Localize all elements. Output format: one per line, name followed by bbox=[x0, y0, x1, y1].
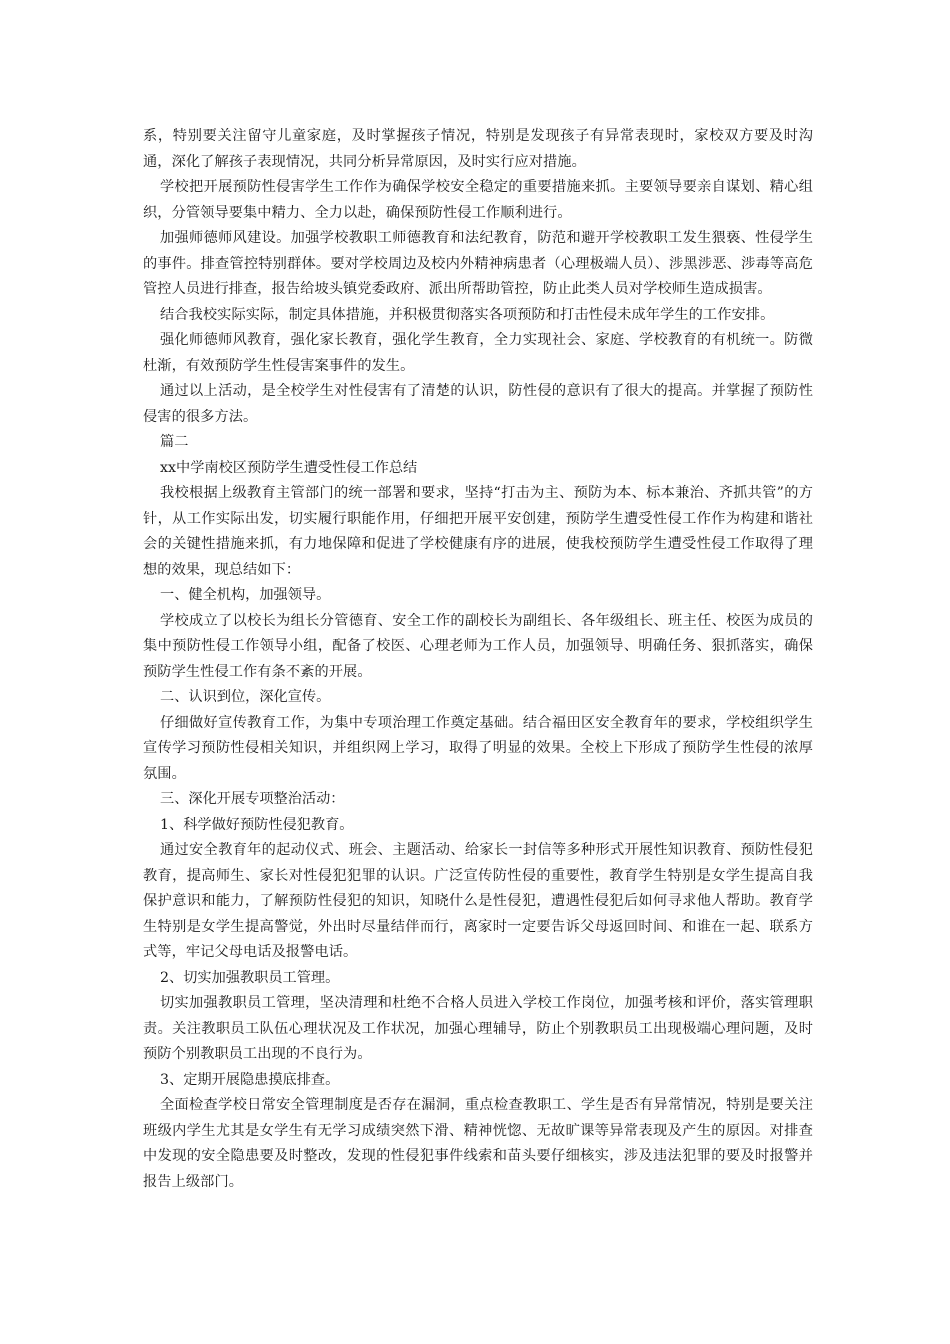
paragraph-prevention-measures: 学校把开展预防性侵害学生工作作为确保学校安全稳定的重要措施来抓。主要领导要亲自谋划、精心组织，分管领导要集中精力、全力以赴，确保预防性侵工作顺利进行。 bbox=[143, 179, 813, 221]
paragraph-awareness: 仔细做好宣传教育工作，为集中专项治理工作奠定基础。结合福田区安全教育年的要求，学校组织学生宣传学习预防性侵相关知识，并组织网上学习，取得了明显的效果。全校上下形成了预防学生性侵的浓厚氛围。 bbox=[143, 714, 813, 782]
document-page bbox=[143, 124, 813, 1195]
paragraph-specific-measures: 结合我校实际实际，制定具体措施，并积极贯彻落实各项预防和打击性侵未成年学生的工作安排。 bbox=[160, 306, 775, 323]
section-label: 篇二 bbox=[160, 434, 189, 450]
paragraph-teacher-ethics: 加强师德师风建设。加强学校教职工师德教育和法纪教育，防范和避开学校教职工发生猥亵、性侵学生的事件。排查管控特别群体。要对学校周边及校内外精神病患者（心理极端人员）、涉黑涉恶、涉毒等高危管控人员进行排查，报告给坡头镇党委政府、派出所帮助管控，防止此类人员对学校师生造成损害。 bbox=[143, 230, 813, 297]
paragraph-education-unity: 强化师德师风教育，强化家长教育，强化学生教育，全力实现社会、家庭、学校教育的有机统一。防微杜渐，有效预防学生性侵害案事件的发生。 bbox=[143, 332, 813, 374]
section-heading-awareness: 二、认识到位，深化宣传。 bbox=[160, 689, 331, 705]
subheading-staff-management: 2、切实加强教职员工管理。 bbox=[160, 969, 340, 986]
subheading-hazard-inspection: 3、定期开展隐患摸底排查。 bbox=[160, 1071, 340, 1088]
paragraph-continuation: 系，特别要关注留守儿童家庭，及时掌握孩子情况，特别是发现孩子有异常表现时，家校双方要及时沟通，深化了解孩子表现情况，共同分析异常原因，及时实行应对措施。 bbox=[143, 128, 813, 170]
document-title: xx中学南校区预防学生遭受性侵工作总结 bbox=[160, 459, 418, 476]
paragraph-education: 通过安全教育年的起动仪式、班会、主题活动、给家长一封信等多种形式开展性知识教育、预防性侵犯教育，提高师生、家长对性侵犯犯罪的认识。广泛宣传防性侵的重要性，教育学生特别是女学生提高自我保护意识和能力，了解预防性侵犯的知识，知晓什么是性侵犯，遭遇性侵犯后如何寻求他人帮助。教育学生特别是女学生提高警觉，外出时尽量结伴而行，离家时一定要告诉父母返回时间、和谁在一起、联系方式等，牢记父母电话及报警电话。 bbox=[143, 842, 813, 960]
paragraph-organization: 学校成立了以校长为组长分管德育、安全工作的副校长为副组长、各年级组长、班主任、校医为成员的集中预防性侵工作领导小组，配备了校医、心理老师为工作人员，加强领导、明确任务、狠抓落实，确保预防学生性侵工作有条不紊的开展。 bbox=[143, 612, 813, 680]
paragraph-hazard-inspection: 全面检查学校日常安全管理制度是否存在漏洞，重点检查教职工、学生是否有异常情况，特别是要关注班级内学生尤其是女学生有无学习成绩突然下滑、精神恍惚、无故旷课等异常表现及产生的原因。对排查中发现的安全隐患要及时整改，发现的性侵犯事件线索和苗头要仔细核实，涉及违法犯罪的要及时报警并报告上级部门。 bbox=[143, 1097, 813, 1190]
section-heading-special-campaign: 三、深化开展专项整治活动： bbox=[160, 791, 345, 807]
section-heading-organization: 一、健全机构，加强领导。 bbox=[160, 587, 331, 603]
subheading-education: 1、科学做好预防性侵犯教育。 bbox=[160, 816, 354, 833]
paragraph-activity-results: 通过以上活动，是全校学生对性侵害有了清楚的认识，防性侵的意识有了很大的提高。并掌握了预防性侵害的很多方法。 bbox=[143, 383, 813, 425]
paragraph-staff-management: 切实加强教职员工管理，坚决清理和杜绝不合格人员进入学校工作岗位，加强考核和评价，落实管理职责。关注教职员工队伍心理状况及工作状况，加强心理辅导，防止个别教职员工出现极端心理问题，及时预防个别教职员工出现的不良行为。 bbox=[143, 995, 813, 1062]
paragraph-introduction: 我校根据上级教育主管部门的统一部署和要求，坚持“打击为主、预防为本、标本兼治、齐抓共管”的方针，从工作实际出发，切实履行职能作用，仔细把开展平安创建，预防学生遭受性侵工作作为构建和谐社会的关键性措施来抓，有力地保障和促进了学校健康有序的进展，使我校预防学生遭受性侵工作取得了理想的效果，现总结如下： bbox=[143, 485, 813, 578]
